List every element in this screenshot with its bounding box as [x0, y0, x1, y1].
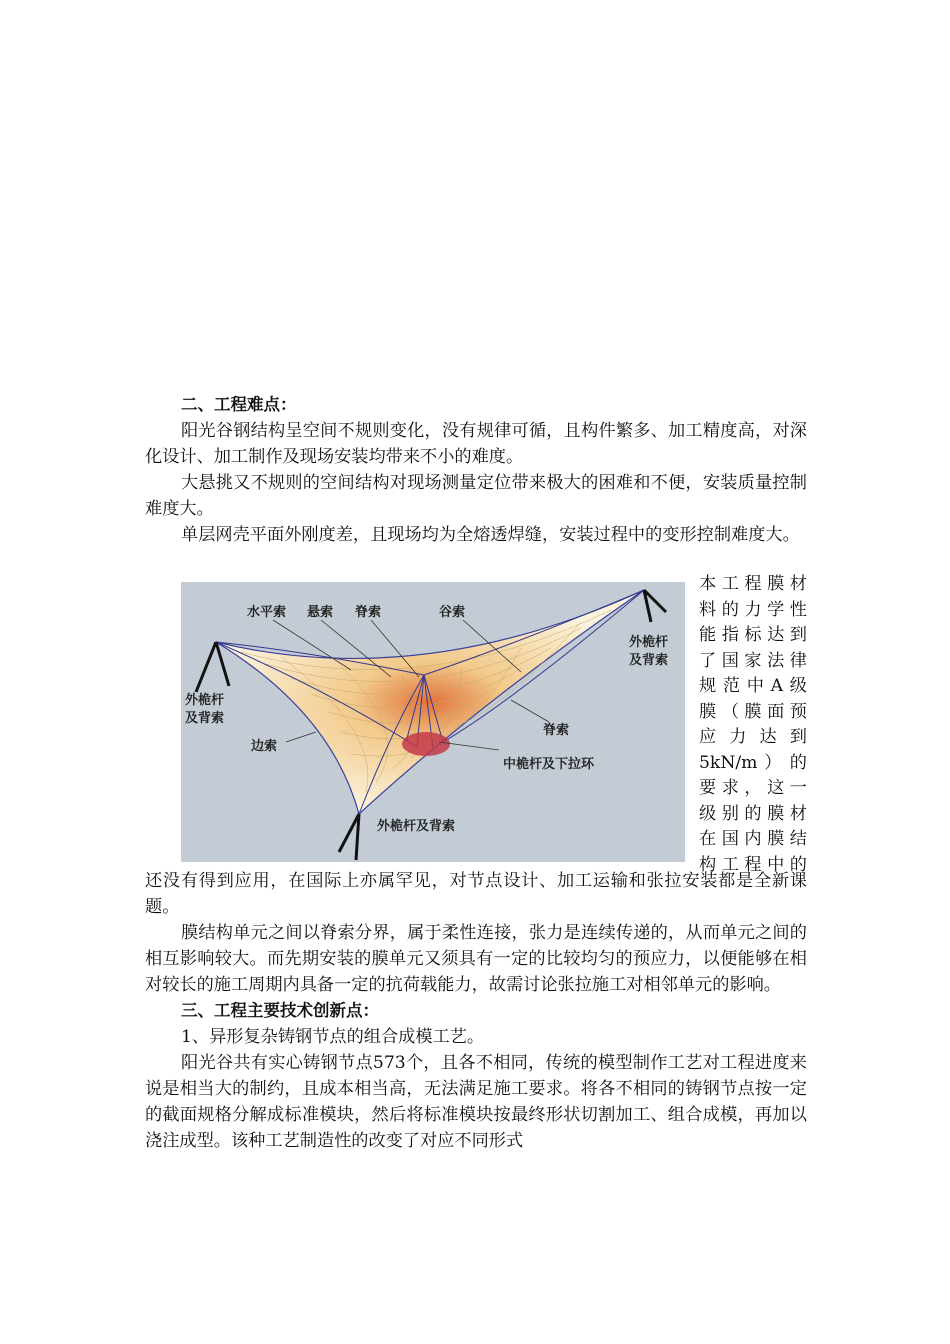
lower-ring	[402, 732, 450, 756]
paragraph-cast-steel-nodes: 阳光谷共有实心铸钢节点573个，且各不相同，传统的模型制作工艺对工程进度来说是相当大的制约，且成本相当高，无法满足施工要求。将各不相同的铸钢节点按一定的截面规格分解成标准模块，然后将标准模块按最终形状切割加工、组合成模，再加以浇注成型。该种工艺制造性的改变了对应不同形式	[145, 1053, 807, 1151]
side-text-line: 膜（膜面预	[699, 701, 807, 722]
label-mast-right-2: 及背索	[629, 653, 669, 668]
side-text-line: 料的力学性	[699, 599, 807, 620]
label-mast-left-2: 及背索	[185, 711, 225, 726]
label-mast-left-1: 外桅杆	[185, 693, 225, 708]
section-heading-difficulties: 二、工程难点：	[181, 395, 297, 414]
label-center-mast: 中桅杆及下拉环	[503, 757, 595, 772]
side-text-line: 5kN/m ） 的	[699, 752, 807, 773]
side-text-line: 构工程中的	[699, 854, 807, 875]
blank-line	[145, 548, 807, 574]
side-text-line: 应力达到	[699, 727, 807, 747]
innovation-item-1: 1、异形复杂铸钢节点的组合成模工艺。	[181, 1027, 485, 1047]
side-text-line: 规范中A级	[699, 676, 807, 696]
document-body	[145, 392, 807, 1154]
side-text-line: 在国内膜结	[699, 829, 807, 849]
label-ridge-cable-right: 脊索	[543, 723, 570, 738]
paragraph-difficulty-2: 大悬挑又不规则的空间结构对现场测量定位带来极大的困难和不便，安装质量控制难度大。	[145, 473, 807, 519]
side-text-line: 能指标达到	[699, 625, 807, 645]
side-text-line: 本工程膜材	[699, 574, 807, 594]
label-ridge-cable-top: 脊索	[355, 605, 382, 620]
side-text-line: 要求，这一	[699, 778, 807, 798]
paragraph-difficulty-1: 阳光谷钢结构呈空间不规则变化，没有规律可循，且构件繁多、加工精度高，对深化设计、加工制作及现场安装均带来不小的难度。	[145, 421, 807, 467]
label-suspension-cable: 悬索	[307, 605, 334, 620]
side-text-line: 级别的膜材	[699, 803, 807, 824]
membrane-diagram	[181, 582, 685, 862]
section-heading-innovations: 三、工程主要技术创新点：	[181, 1001, 379, 1020]
label-edge-cable: 边索	[251, 739, 278, 754]
label-mast-bottom: 外桅杆及背索	[377, 819, 456, 834]
side-text-line: 了国家法律	[699, 650, 807, 671]
label-mast-right-1: 外桅杆	[629, 635, 669, 650]
paragraph-after-figure: 还没有得到应用，在国际上亦属罕见，对节点设计、加工运输和张拉安装都是全新课题。	[145, 871, 807, 917]
figure-with-side-text	[145, 574, 807, 875]
paragraph-membrane-units: 膜结构单元之间以脊索分界，属于柔性连接，张力是连续传递的，从而单元之间的相互影响较大。而先期安装的膜单元又须具有一定的比较均匀的预应力，以便能够在相对较长的施工周期内具备一定的抗荷载能力，故需讨论张拉施工对相邻单元的影响。	[145, 923, 807, 995]
side-text-column	[699, 572, 807, 878]
paragraph-difficulty-3: 单层网壳平面外刚度差，且现场均为全熔透焊缝，安装过程中的变形控制难度大。	[181, 525, 800, 545]
membrane-structure-figure	[181, 582, 685, 862]
label-valley-cable: 谷索	[439, 605, 466, 620]
label-horizontal-cable: 水平索	[247, 605, 287, 620]
